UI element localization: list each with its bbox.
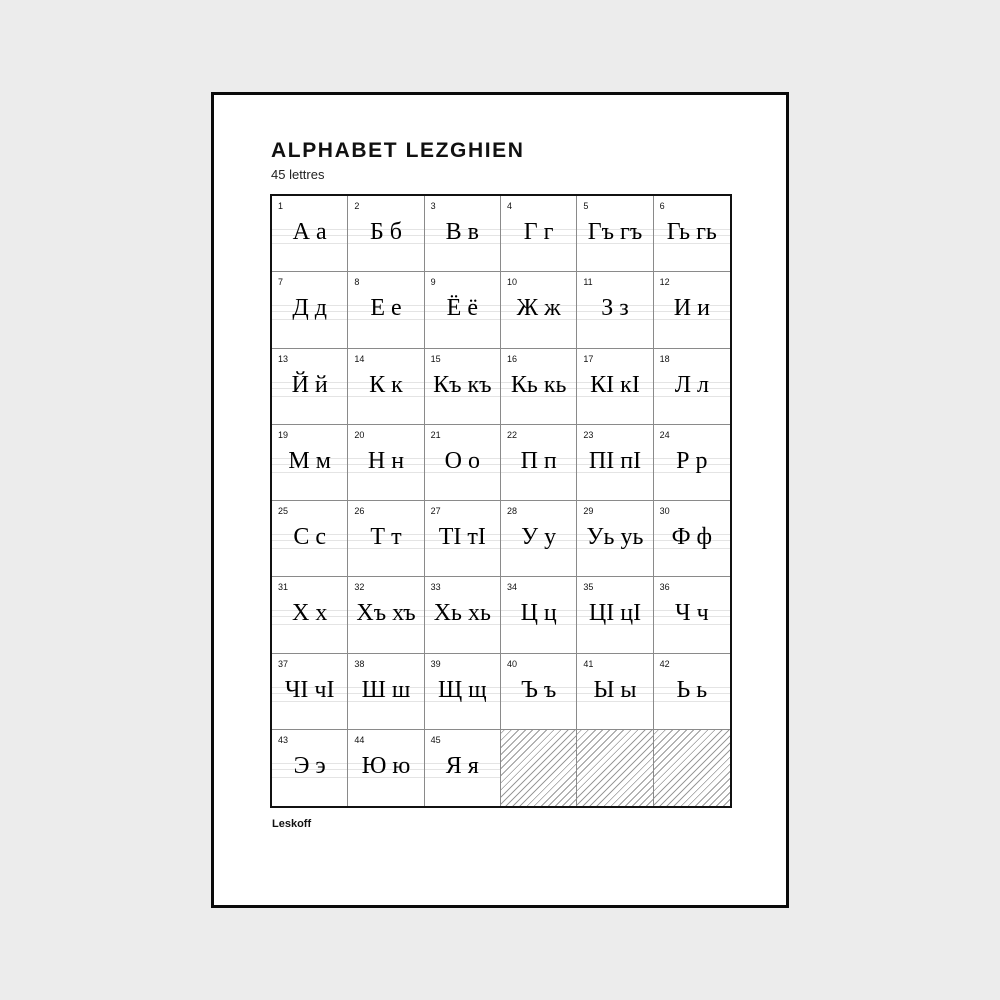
letter-cell (501, 272, 577, 348)
letter-cell (654, 196, 730, 272)
letter-cell (654, 349, 730, 425)
letter-number: 16 (507, 353, 518, 364)
letter-number: 1 (278, 201, 284, 211)
letter-glyph: Р р (676, 447, 708, 474)
letter-cell (348, 349, 424, 425)
letter-glyph: Й й (291, 371, 328, 398)
letter-cell (425, 425, 501, 501)
letter-number: 45 (430, 734, 441, 745)
letter-glyph: Хъ хъ (356, 600, 416, 627)
letter-cell (577, 272, 653, 348)
letter-number: 31 (278, 582, 289, 593)
letter-glyph: Ё ё (446, 295, 478, 322)
letter-cell (272, 654, 348, 730)
letter-number: 18 (659, 353, 670, 364)
letter-glyph: ТI тI (438, 524, 486, 550)
letter-cell (425, 501, 501, 577)
letter-number: 13 (278, 353, 289, 364)
letter-cell (577, 196, 653, 272)
letter-glyph: Гъ гъ (587, 219, 643, 245)
letter-glyph: М м (288, 447, 331, 474)
letter-cell (654, 272, 730, 348)
letter-cell (577, 425, 653, 501)
letter-cell (425, 272, 501, 348)
letter-number: 8 (354, 277, 360, 288)
letter-number: 6 (659, 201, 665, 211)
letter-glyph: Ы ы (593, 676, 637, 703)
letter-number: 25 (278, 506, 289, 516)
letter-number: 36 (659, 582, 670, 593)
letter-number: 44 (354, 734, 365, 745)
letter-cell (425, 349, 501, 425)
letter-cell (348, 272, 424, 348)
letter-cell (425, 654, 501, 730)
letter-number: 3 (430, 201, 436, 211)
letter-cell (577, 577, 653, 653)
letter-glyph: Ж ж (516, 295, 561, 322)
letter-cell (348, 425, 424, 501)
letter-number: 5 (583, 201, 589, 211)
empty-hatched-cell (654, 730, 730, 806)
letter-glyph: О о (444, 447, 480, 474)
letter-glyph: Ъ ъ (520, 676, 557, 703)
letter-glyph: К к (369, 371, 403, 398)
letter-glyph: Т т (370, 524, 402, 550)
letter-cell (501, 501, 577, 577)
letter-glyph: С с (293, 524, 326, 550)
letter-glyph: П п (520, 447, 557, 474)
letter-cell (501, 349, 577, 425)
letter-glyph: Г г (523, 219, 554, 245)
letter-number: 42 (659, 658, 670, 669)
letter-glyph: Кь кь (510, 371, 567, 398)
letter-cell (348, 196, 424, 272)
letter-number: 2 (354, 201, 360, 211)
letter-number: 24 (659, 429, 670, 440)
letter-cell (272, 196, 348, 272)
brand-logo: Leskoff (272, 818, 312, 830)
letter-glyph: Д д (292, 295, 327, 322)
letter-number: 28 (507, 506, 518, 516)
letter-cell (272, 730, 348, 806)
letter-cell (577, 654, 653, 730)
letter-cell (272, 272, 348, 348)
letter-number: 35 (583, 582, 594, 593)
letter-cell (654, 577, 730, 653)
letter-cell (654, 501, 730, 577)
letter-number: 14 (354, 353, 365, 364)
letter-number: 12 (659, 277, 670, 288)
letter-number: 26 (354, 506, 365, 516)
letter-number: 43 (278, 734, 289, 745)
poster-sheet (211, 92, 789, 908)
letter-number: 39 (430, 658, 441, 669)
letter-glyph: Б б (369, 219, 402, 245)
letter-number: 40 (507, 658, 518, 669)
letter-number: 23 (583, 429, 594, 440)
letter-cell (501, 196, 577, 272)
letter-cell (348, 730, 424, 806)
letter-glyph: Л л (674, 371, 709, 398)
letter-glyph: Я я (445, 752, 479, 779)
letter-glyph: Гь гь (666, 219, 717, 245)
letter-cell (272, 349, 348, 425)
alphabet-grid (270, 194, 732, 808)
letter-cell (577, 501, 653, 577)
letter-number: 29 (583, 506, 594, 516)
letter-glyph: И и (673, 295, 710, 322)
letter-glyph: Уь уь (586, 524, 644, 550)
letter-glyph: ЧI чI (284, 676, 335, 703)
letter-cell (272, 577, 348, 653)
letter-cell (577, 349, 653, 425)
letter-glyph: Ф ф (671, 524, 713, 550)
letter-number: 4 (507, 201, 513, 211)
letter-number: 22 (507, 429, 518, 440)
empty-hatched-cell (501, 730, 577, 806)
letter-cell (501, 425, 577, 501)
letter-cell (501, 654, 577, 730)
letter-number: 38 (354, 658, 365, 669)
letter-glyph: Е е (370, 295, 402, 322)
letter-number: 41 (583, 658, 594, 669)
letter-glyph: А а (292, 219, 327, 245)
letter-number: 10 (507, 277, 518, 288)
poster-title: ALPHABET LEZGHIEN (271, 139, 525, 162)
letter-glyph: З з (601, 295, 629, 322)
letter-number: 33 (430, 582, 441, 593)
letter-number: 37 (278, 658, 289, 669)
letter-number: 11 (583, 277, 593, 288)
letter-cell (654, 425, 730, 501)
letter-cell (348, 501, 424, 577)
letter-cell (425, 730, 501, 806)
letter-glyph: У у (521, 524, 557, 550)
letter-glyph: В в (445, 219, 479, 245)
letter-number: 20 (354, 429, 365, 440)
letter-glyph: Ш ш (361, 676, 411, 703)
letter-number: 30 (659, 506, 670, 516)
letter-cell (425, 196, 501, 272)
letter-glyph: Ц ц (520, 600, 557, 627)
letter-number: 27 (430, 506, 441, 516)
empty-hatched-cell (577, 730, 653, 806)
letter-glyph: Къ къ (433, 371, 492, 398)
letter-number: 15 (430, 353, 441, 364)
letter-glyph: Ч ч (674, 600, 709, 627)
letter-number: 9 (430, 277, 436, 288)
letter-glyph: Хь хь (433, 600, 491, 627)
letter-glyph: Э э (293, 752, 326, 779)
letter-cell (272, 501, 348, 577)
letter-cell (272, 425, 348, 501)
letter-number: 32 (354, 582, 365, 593)
letter-glyph: ЦI цI (588, 600, 642, 627)
letter-cell (425, 577, 501, 653)
letter-glyph: ПI пI (588, 447, 642, 474)
letter-number: 17 (583, 353, 594, 364)
letter-glyph: Х х (291, 600, 328, 627)
letter-cell (348, 577, 424, 653)
letter-cell (501, 577, 577, 653)
letter-glyph: Н н (367, 447, 405, 474)
letter-cell (654, 654, 730, 730)
letter-glyph: Ь ь (676, 676, 708, 703)
letter-glyph: Щ щ (437, 676, 487, 703)
letter-glyph: Ю ю (361, 752, 411, 779)
poster-subtitle: 45 lettres (271, 167, 325, 182)
letter-cell (348, 654, 424, 730)
letter-number: 7 (278, 277, 284, 288)
letter-number: 19 (278, 429, 289, 440)
letter-number: 34 (507, 582, 518, 593)
letter-number: 21 (430, 429, 441, 440)
letter-glyph: КI кI (590, 371, 640, 398)
